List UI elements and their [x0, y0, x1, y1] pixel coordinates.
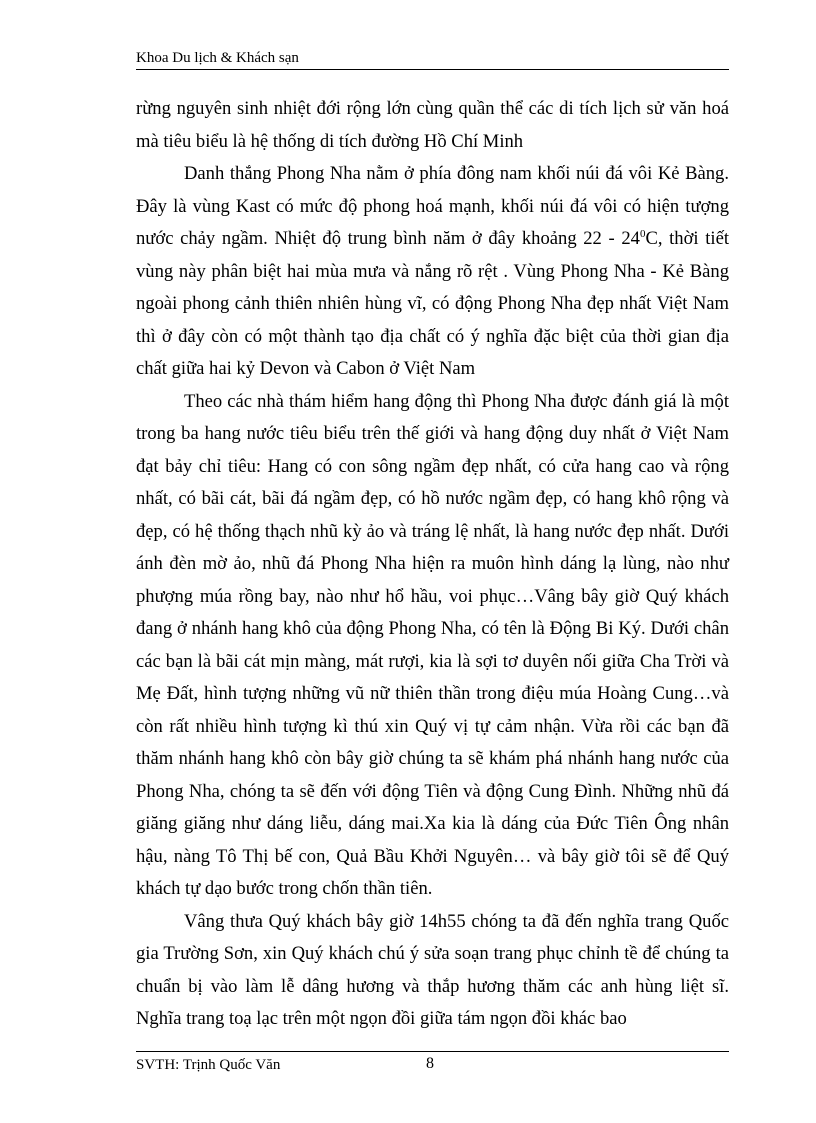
page-number: 8	[426, 1055, 434, 1072]
paragraph-4: Vâng thưa Quý khách bây giờ 14h55 chóng ta đã đến nghĩa trang Quốc gia Trường Sơn, xin Quý khách chú ý sửa soạn trang phục chỉnh tề để chúng ta chuẩn bị vào làm lễ dâng hương và thắp hương thăm các anh hùng liệt sĩ. Nghĩa trang toạ lạc trên một ngọn đồi giữa tám ngọn đồi khác bao	[136, 910, 729, 1029]
footer-author: SVTH: Trịnh Quốc Văn	[136, 1057, 281, 1073]
degree-superscript: 0	[639, 227, 646, 240]
paragraph-1: rừng nguyên sinh nhiệt đới rộng lớn cùng quần thể các di tích lịch sử văn hoá mà tiêu biểu là hệ thống di tích đường Hồ Chí Minh	[136, 98, 729, 152]
paragraph-2	[136, 158, 729, 386]
header-divider	[136, 69, 729, 70]
page-header: Khoa Du lịch & Khách sạn	[136, 50, 299, 66]
document-body	[136, 93, 729, 1036]
footer-divider	[136, 1051, 729, 1052]
paragraph-2-text-end: C, thời tiết vùng này phân biệt hai mùa mưa và nắng rõ rệt . Vùng Phong Nha - Kẻ Bàng ngoài phong cảnh thiên nhiên hùng vĩ, có động Phong Nha đẹp nhất Việt Nam thì ở đây còn có một thành tạo địa chất có ý nghĩa đặc biệt của thời gian địa chất giữa hai kỷ Devon và Cabon ở Việt Nam	[136, 228, 729, 379]
paragraph-2-text-start: Danh thắng Phong Nha nằm ở phía đông nam khối núi đá vôi Kẻ Bàng. Đây là vùng Kast có mức độ phong hoá mạnh, khối núi đá vôi có hiện tượng nước chảy ngầm. Nhiệt độ trung bình năm ở đây khoảng 22 - 24	[136, 163, 729, 249]
paragraph-3: Theo các nhà thám hiểm hang động thì Phong Nha được đánh giá là một trong ba hang nước tiêu biểu trên thế giới và hang động duy nhất ở Việt Nam đạt bảy chỉ tiêu: Hang có con sông ngầm đẹp nhất, có cửa hang cao và rộng nhất, có bãi cát, bãi đá ngầm đẹp, có hồ nước ngầm đẹp, có hang khô rộng và đẹp, có hệ thống thạch nhũ kỳ ảo và tráng lệ nhất, là hang nước đẹp nhất. Dưới ánh đèn mờ ảo, nhũ đá Phong Nha hiện ra muôn hình dáng lạ lùng, nào như phượng múa rồng bay, nào như hổ hầu, voi phục…Vâng bây giờ Quý khách đang ở nhánh hang khô của động Phong Nha, có tên là Động Bi Ký. Dưới chân các bạn là bãi cát mịn màng, mát rượi, kia là sợi tơ duyên nối giữa Cha Trời và Mẹ Đất, hình tượng những vũ nữ thiên thần trong điệu múa Hoàng Cung…và còn rất nhiều hình tượng kì thú xin Quý vị tự cảm nhận. Vừa rồi các bạn đã thăm nhánh hang khô còn bây giờ chúng ta sẽ khám phá nhánh hang nước của Phong Nha, chóng ta sẽ đến với động Tiên và động Cung Đình. Những nhũ đá giăng giăng như dáng liễu, dáng mai.Xa kia là dáng của Đức Tiên Ông nhân hậu, nàng Tô Thị bế con, Quả Bầu Khởi Nguyên… và bây giờ tôi sẽ để Quý khách tự dạo bước trong chốn thần tiên.	[136, 390, 729, 899]
